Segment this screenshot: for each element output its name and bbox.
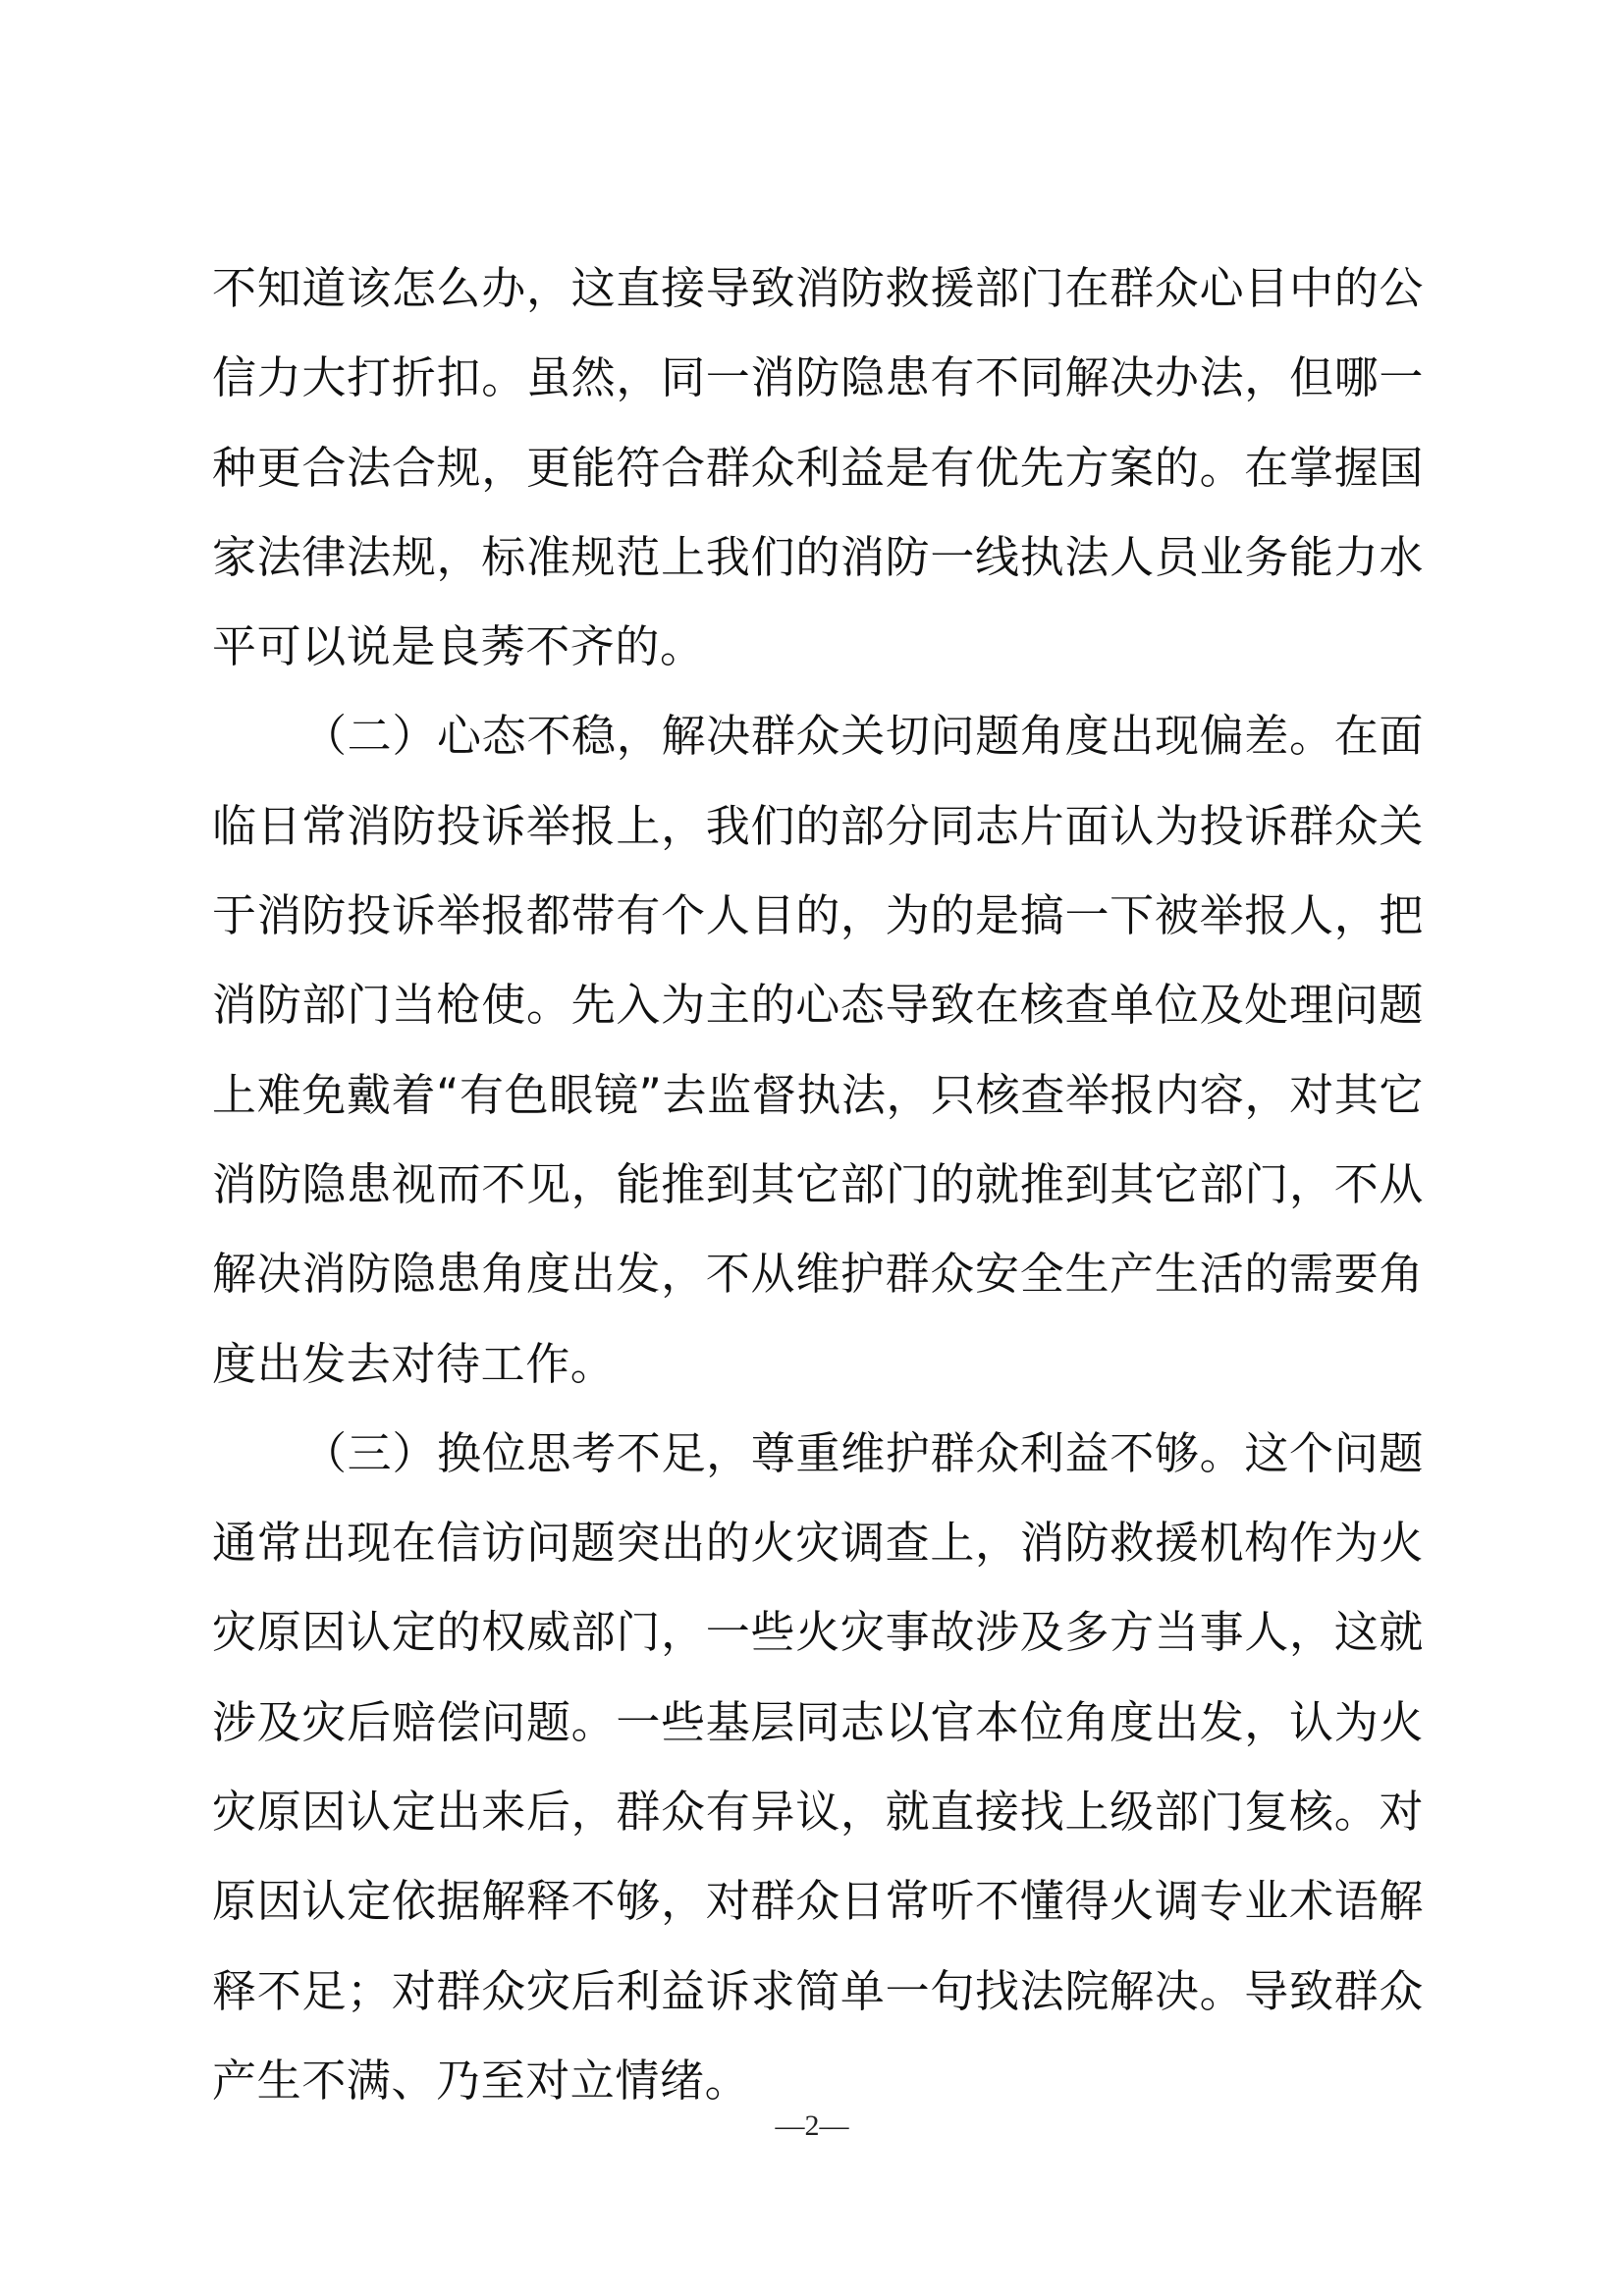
- paragraph-continuation: 不知道该怎么办，这直接导致消防救援部门在群众心目中的公信力大打折扣。虽然，同一消防隐患有不同解决办法，但哪一种更合法合规，更能符合群众利益是有优先方案的。在掌握国家法律法规，标准规范上我们的消防一线执法人员业务能力水平可以说是良莠不齐的。: [212, 262, 1424, 673]
- paragraph-section-two: （二）心态不稳，解决群众关切问题角度出现偏差。在面临日常消防投诉举报上，我们的部分同志片面认为投诉群众关于消防投诉举报都带有个人目的，为的是搞一下被举报人，把消防部门当枪使。先入为主的心态导致在核查单位及处理问题上难免戴着“有色眼镜”去监督执法，只核查举报内容，对其它消防隐患视而不见，能推到其它部门的就推到其它部门，不从解决消防隐患角度出发，不从维护群众安全生产生活的需要角度出发去对待工作。: [212, 710, 1424, 1390]
- page-number: —2—: [775, 2109, 849, 2142]
- body-text: [212, 243, 1424, 2125]
- paragraph-section-three: （三）换位思考不足，尊重维护群众利益不够。这个问题通常出现在信访问题突出的火灾调查上，消防救援机构作为火灾原因认定的权威部门，一些火灾事故涉及多方当事人，这就涉及灾后赔偿问题。一些基层同志以官本位角度出发，认为火灾原因认定出来后，群众有异议，就直接找上级部门复核。对原因认定依据解释不够，对群众日常听不懂得火调专业术语解释不足；对群众灾后利益诉求简单一句找法院解决。导致群众产生不满、乃至对立情绪。: [212, 1426, 1424, 2107]
